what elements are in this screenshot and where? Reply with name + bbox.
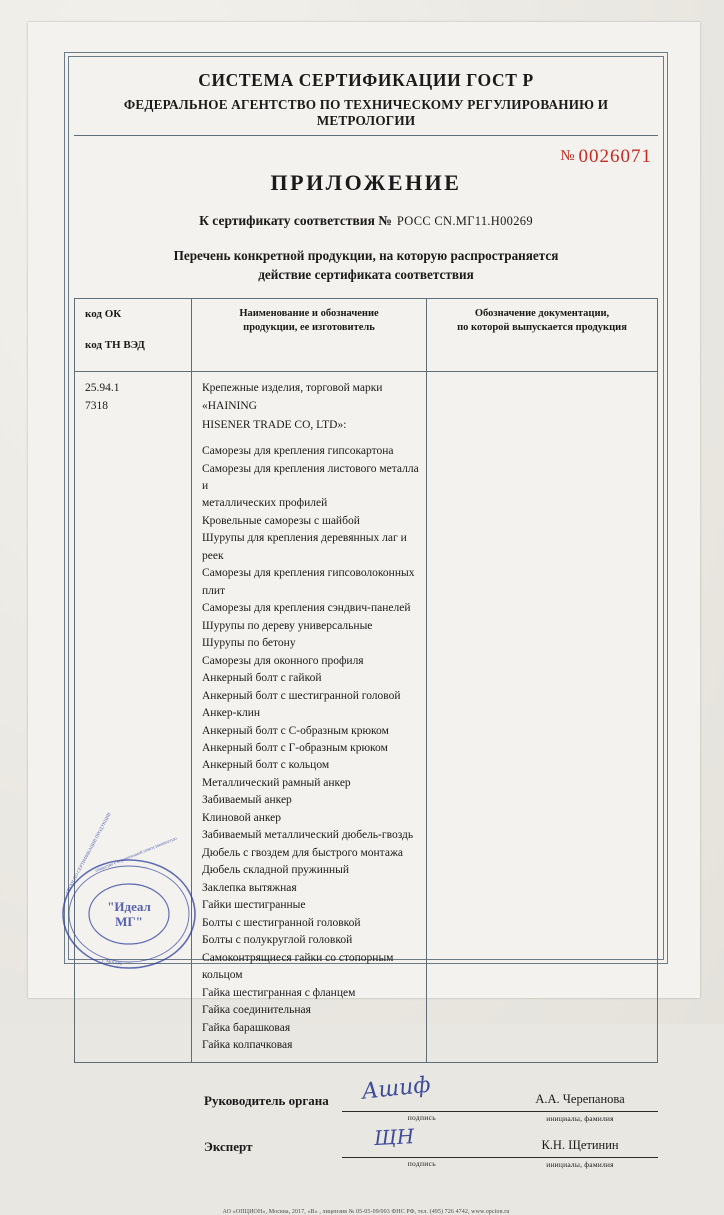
- list-item: Гайка соединительная: [202, 1004, 311, 1017]
- list-item: Анкерный болт с шестигранной головой: [202, 689, 401, 702]
- signature-label-head: Руководитель органа: [204, 1093, 329, 1109]
- subtitle-line-1: Перечень конкретной продукции, на которую распространяется: [173, 248, 559, 263]
- signature-field-expert: [342, 1124, 503, 1169]
- cell-product: [192, 372, 427, 1063]
- column-header-documentation: [427, 299, 658, 372]
- list-item: Саморезы для оконного профиля: [202, 654, 364, 667]
- list-item: Саморезы для крепления сэндвич-панелей: [202, 602, 411, 615]
- signature-field-head: [342, 1073, 503, 1123]
- signature-sub-expert: инициалы, фамилия: [502, 1157, 658, 1169]
- header-code-ok: код ОК: [85, 308, 122, 321]
- signature-name-expert: К.Н. Щетинин: [541, 1138, 619, 1153]
- list-item: Саморезы для крепления гипсоволоконных плит: [202, 567, 415, 597]
- table-row: [75, 372, 658, 1063]
- header-product-line-2: продукции, ее изготовитель: [243, 322, 375, 334]
- subtitle-line-2: действие сертификата соответствия: [258, 267, 474, 283]
- system-title: СИСТЕМА СЕРТИФИКАЦИИ ГОСТ Р: [198, 70, 534, 90]
- signature-row-head: [204, 1073, 658, 1124]
- form-number: [74, 146, 658, 168]
- signature-name-block-head: [502, 1089, 658, 1123]
- list-item: Гайка барашковая: [202, 1021, 291, 1034]
- certificate-value: РОСС CN.МГ11.Н00269: [396, 214, 533, 228]
- list-item: Дюбель складной пружинный: [202, 864, 350, 877]
- footer-text: АО «ОПЦИОН», Москва, 2017, «В» , лицензия № 05-05-09/003 ФНС РФ, тел. (495) 726 4742, www.opcion.ru: [222, 1209, 510, 1215]
- list-item: Болты с шестигранной головкой: [202, 916, 361, 929]
- product-lead-line-1: Крепежные изделия, торговой марки «HAINING: [202, 382, 383, 412]
- list-item: Анкерный болт с С-образным крюком: [202, 724, 389, 737]
- list-item: металлических профилей: [202, 497, 328, 510]
- signature-label-expert: Эксперт: [204, 1139, 253, 1155]
- products-table: [74, 298, 658, 1063]
- signature-name-block-expert: [502, 1135, 658, 1169]
- svg-text:МГ": МГ": [115, 914, 143, 929]
- list-item: Саморезы для крепления листового металла и: [202, 462, 419, 492]
- svg-text:ОРГАН ПО СЕРТИФИКАЦИИ ПРОДУКЦИ: ОРГАН ПО СЕРТИФИКАЦИИ ПРОДУКЦИИ: [64, 811, 112, 895]
- product-lead-line-2: HISENER TRADE CO, LTD»:: [202, 418, 347, 431]
- list-item: Болты с полукруглой головкой: [202, 934, 353, 947]
- code-ok-value: 25.94.1: [85, 382, 120, 395]
- handwritten-signature-expert: ЩН: [372, 1124, 415, 1151]
- agency-title: ФЕДЕРАЛЬНОЕ АГЕНТСТВО ПО ТЕХНИЧЕСКОМУ РЕГУЛИРОВАНИЮ И МЕТРОЛОГИИ: [74, 97, 658, 136]
- column-header-product: [192, 299, 427, 372]
- signature-caption-expert: подпись: [407, 1159, 436, 1169]
- list-item: Шурупы для крепления деревянных лаг и реек: [202, 532, 407, 562]
- signature-line-expert: [342, 1124, 503, 1158]
- svg-text:"Идеал: "Идеал: [107, 899, 151, 914]
- list-item: Кровельные саморезы с шайбой: [202, 514, 360, 527]
- list-item: Саморезы для крепления гипсокартона: [202, 445, 394, 458]
- header-doc-line-2: по которой выпускается продукция: [457, 322, 627, 334]
- svg-text:общество с ограниченной ответс: общество с ограниченной ответственностью: [94, 835, 178, 873]
- signature-caption-head: подпись: [407, 1113, 436, 1123]
- handwritten-signature-head: Ашиф: [360, 1073, 432, 1106]
- signature-sub-head: инициалы, фамилия: [502, 1111, 658, 1123]
- list-item: Заклепка вытяжная: [202, 881, 297, 894]
- list-item: Шурупы по бетону: [202, 637, 296, 650]
- page-title: ПРИЛОЖЕНИЕ: [270, 170, 462, 195]
- list-item: Дюбель с гвоздем для быстрого монтажа: [202, 846, 403, 859]
- cell-documentation: [427, 372, 658, 1063]
- certificate-label: К сертификату соответствия №: [199, 213, 392, 228]
- code-tnved-value: 7318: [85, 399, 108, 412]
- svg-text:г. Москва: г. Москва: [101, 959, 123, 967]
- list-item: Гайка колпачковая: [202, 1038, 293, 1051]
- certificate-line: [74, 213, 658, 229]
- list-item: Самоконтрящиеся гайки со стопорным кольцом: [202, 951, 394, 982]
- list-item: Гайки шестигранные: [202, 899, 306, 912]
- signature-line-head: [342, 1073, 503, 1112]
- list-item: Анкер-клин: [202, 707, 261, 720]
- signature-row-expert: [204, 1124, 658, 1170]
- list-item: Шурупы по дереву универсальные: [202, 619, 373, 632]
- list-item: Металлический рамный анкер: [202, 776, 351, 789]
- header-code-tnved: код ТН ВЭД: [85, 339, 145, 352]
- list-item: Забиваемый металлический дюбель-гвоздь: [202, 829, 414, 842]
- signature-area: [74, 1073, 658, 1215]
- list-item: Анкерный болт с гайкой: [202, 672, 322, 685]
- header-product-line-1: Наименование и обозначение: [239, 308, 379, 320]
- list-item: Анкерный болт с кольцом: [202, 759, 330, 772]
- product-list: [202, 443, 420, 1054]
- list-item: Анкерный болт с Г-образным крюком: [202, 742, 388, 754]
- list-item: Забиваемый анкер: [202, 794, 292, 807]
- cell-codes: [75, 372, 192, 1063]
- document-subtitle: [74, 246, 658, 284]
- table-header-row: [75, 299, 658, 372]
- list-item: Гайка шестигранная с фланцем: [202, 986, 356, 999]
- signature-name-head: А.А. Черепанова: [535, 1092, 625, 1107]
- list-item: Клиновой анкер: [202, 811, 282, 824]
- paper-sheet: [28, 22, 700, 1215]
- number-sign: №: [560, 148, 576, 164]
- column-header-codes: [75, 299, 192, 372]
- number-value: 0026071: [578, 146, 652, 167]
- header-doc-line-1: Обозначение документации,: [474, 308, 610, 320]
